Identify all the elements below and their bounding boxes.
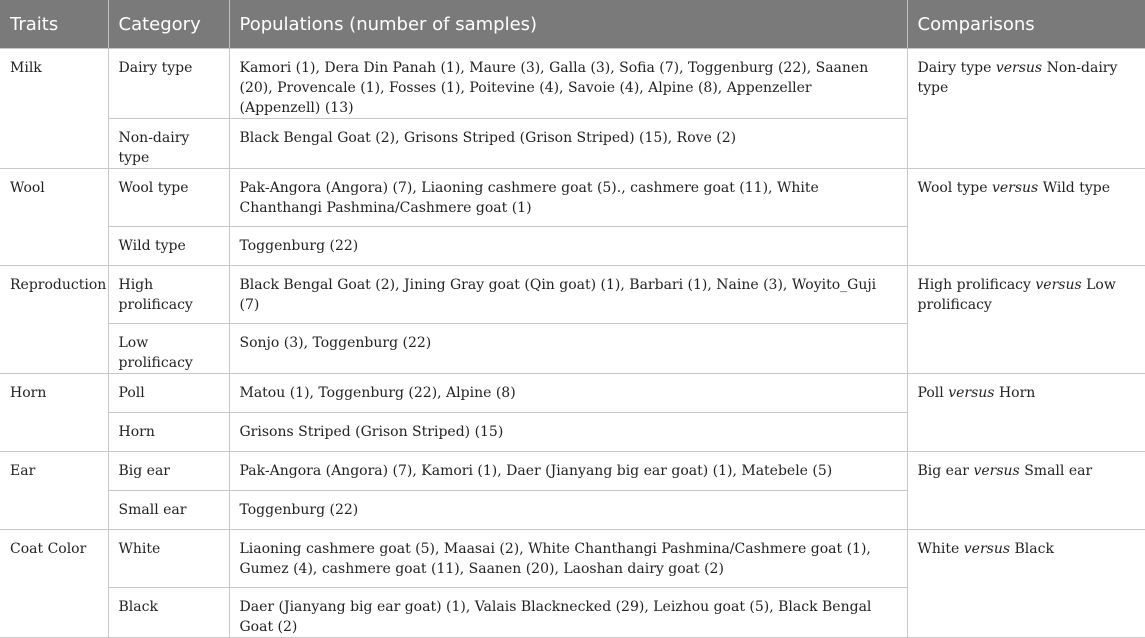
populations-cell: Sonjo (3), Toggenburg (22): [229, 324, 907, 374]
table-row: [0, 452, 1145, 491]
header-category: Category: [108, 0, 229, 49]
comparison-b: Small ear: [1024, 463, 1093, 479]
populations-cell: Black Bengal Goat (2), Jining Gray goat (Qin goat) (1), Barbari (1), Naine (3), Woyito_Guji (7): [229, 266, 907, 324]
header-traits: Traits: [0, 0, 108, 49]
category-cell: White: [108, 530, 229, 588]
populations-cell: Toggenburg (22): [229, 491, 907, 530]
header-populations: Populations (number of samples): [229, 0, 907, 49]
populations-cell: Toggenburg (22): [229, 227, 907, 266]
comparison-cell: [907, 169, 1145, 266]
table-row: [0, 49, 1145, 119]
populations-cell: Pak-Angora (Angora) (7), Liaoning cashmere goat (5)., cashmere goat (11), White Chanthangi Pashmina/Cashmere goat (1): [229, 169, 907, 227]
comparison-b: Black: [1014, 541, 1054, 557]
category-cell: Dairy type: [108, 49, 229, 119]
comparison-versus: versus: [963, 541, 1011, 557]
table-row: [0, 266, 1145, 324]
populations-cell: Kamori (1), Dera Din Panah (1), Maure (3), Galla (3), Sofia (7), Toggenburg (22), Saanen (20), Provencale (1), Fosses (1), Poitevine (4), Savoie (4), Alpine (8), Appenzeller (Appenzell) (13): [229, 49, 907, 119]
comparison-a: Big ear: [917, 463, 970, 479]
category-cell: Wild type: [108, 227, 229, 266]
header-comparisons: Comparisons: [907, 0, 1145, 49]
populations-cell: Daer (Jianyang big ear goat) (1), Valais Blacknecked (29), Leizhou goat (5), Black Bengal Goat (2): [229, 588, 907, 638]
comparison-versus: versus: [995, 60, 1043, 76]
category-cell: Non-dairy type: [108, 119, 229, 169]
populations-cell: Grisons Striped (Grison Striped) (15): [229, 413, 907, 452]
comparison-versus: versus: [948, 385, 995, 401]
comparison-cell: [907, 266, 1145, 374]
category-cell: Low prolificacy: [108, 324, 229, 374]
category-cell: Black: [108, 588, 229, 638]
table-row: [0, 374, 1145, 413]
header-row: [0, 0, 1145, 49]
comparison-a: Wool type: [917, 180, 988, 196]
comparison-b: Low prolificacy: [917, 277, 1116, 313]
comparison-b: Horn: [998, 385, 1036, 401]
table-row: [0, 530, 1145, 588]
category-cell: Wool type: [108, 169, 229, 227]
category-cell: Small ear: [108, 491, 229, 530]
trait-cell: Reproduction: [0, 266, 108, 374]
table-row: [0, 169, 1145, 227]
category-cell: Horn: [108, 413, 229, 452]
populations-cell: Liaoning cashmere goat (5), Maasai (2), White Chanthangi Pashmina/Cashmere goat (1), Gumez (4), cashmere goat (11), Saanen (20), Laoshan dairy goat (2): [229, 530, 907, 588]
comparison-cell: [907, 374, 1145, 452]
populations-cell: Black Bengal Goat (2), Grisons Striped (Grison Striped) (15), Rove (2): [229, 119, 907, 169]
trait-cell: Horn: [0, 374, 108, 452]
table-body: [0, 49, 1145, 638]
trait-cell: Ear: [0, 452, 108, 530]
trait-cell: Wool: [0, 169, 108, 266]
comparison-versus: versus: [1035, 277, 1082, 293]
comparison-a: High prolificacy: [917, 277, 1031, 293]
comparison-cell: [907, 530, 1145, 638]
table-header: [0, 0, 1145, 49]
populations-cell: Pak-Angora (Angora) (7), Kamori (1), Daer (Jianyang big ear goat) (1), Matebele (5): [229, 452, 907, 491]
trait-cell: Coat Color: [0, 530, 108, 638]
category-cell: Poll: [108, 374, 229, 413]
comparison-versus: versus: [973, 463, 1020, 479]
comparison-b: Wild type: [1042, 180, 1110, 196]
category-cell: High prolificacy: [108, 266, 229, 324]
comparison-cell: [907, 49, 1145, 169]
trait-cell: Milk: [0, 49, 108, 169]
populations-cell: Matou (1), Toggenburg (22), Alpine (8): [229, 374, 907, 413]
comparison-versus: versus: [991, 180, 1039, 196]
category-cell: Big ear: [108, 452, 229, 491]
comparison-cell: [907, 452, 1145, 530]
comparison-a: Poll: [917, 385, 944, 401]
comparison-a: White: [917, 541, 960, 557]
comparison-a: Dairy type: [917, 60, 992, 76]
comparison-b: Non-dairy type: [917, 60, 1118, 96]
